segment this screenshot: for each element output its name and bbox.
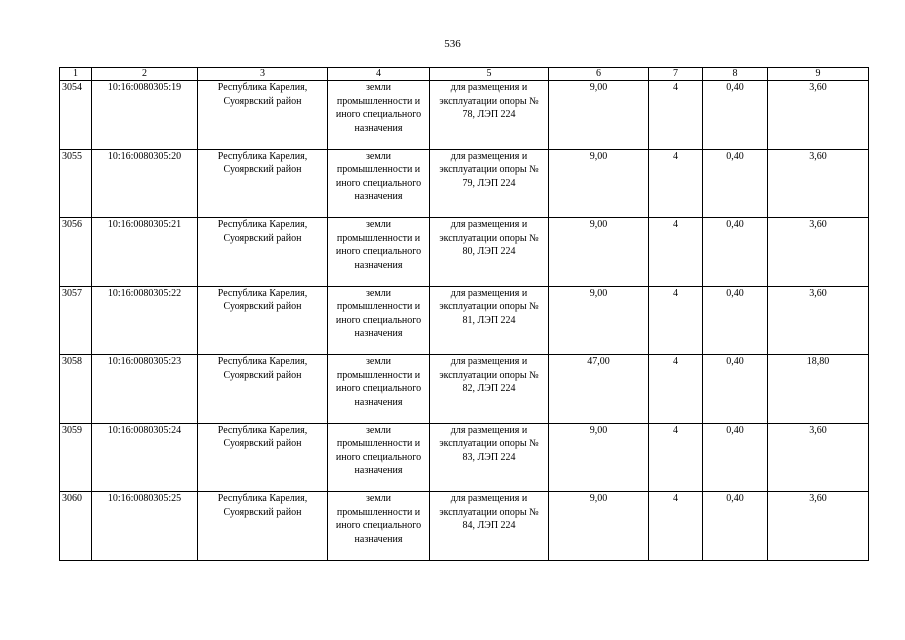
- area-cell: 9,00: [549, 492, 649, 561]
- location-cell: Республика Карелия, Суоярвский район: [198, 355, 328, 424]
- count-cell: 4: [649, 355, 703, 424]
- total-cell: 3,60: [768, 149, 869, 218]
- permitted-use-cell: для размещения и эксплуатации опоры № 83, ЛЭП 224: [430, 423, 549, 492]
- land-category-cell: земли промышленности и иного специального назначения: [328, 492, 430, 561]
- total-cell: 3,60: [768, 286, 869, 355]
- permitted-use-cell: для размещения и эксплуатации опоры № 81, ЛЭП 224: [430, 286, 549, 355]
- permitted-use-cell: для размещения и эксплуатации опоры № 80, ЛЭП 224: [430, 218, 549, 287]
- row-number-cell: 3059: [60, 423, 92, 492]
- table-row: [60, 218, 869, 287]
- row-number-cell: 3056: [60, 218, 92, 287]
- column-header: 9: [768, 68, 869, 81]
- cadastral-number-cell: 10:16:0080305:25: [92, 492, 198, 561]
- count-cell: 4: [649, 149, 703, 218]
- land-category-cell: земли промышленности и иного специального назначения: [328, 286, 430, 355]
- land-category-cell: земли промышленности и иного специального назначения: [328, 81, 430, 150]
- permitted-use-cell: для размещения и эксплуатации опоры № 78, ЛЭП 224: [430, 81, 549, 150]
- location-cell: Республика Карелия, Суоярвский район: [198, 286, 328, 355]
- permitted-use-cell: для размещения и эксплуатации опоры № 82, ЛЭП 224: [430, 355, 549, 424]
- row-number-cell: 3060: [60, 492, 92, 561]
- permitted-use-cell: для размещения и эксплуатации опоры № 84, ЛЭП 224: [430, 492, 549, 561]
- permitted-use-cell: для размещения и эксплуатации опоры № 79, ЛЭП 224: [430, 149, 549, 218]
- column-header: 3: [198, 68, 328, 81]
- location-cell: Республика Карелия, Суоярвский район: [198, 81, 328, 150]
- table-row: [60, 286, 869, 355]
- rate-cell: 0,40: [703, 492, 768, 561]
- cadastral-number-cell: 10:16:0080305:23: [92, 355, 198, 424]
- column-header: 8: [703, 68, 768, 81]
- land-category-cell: земли промышленности и иного специального назначения: [328, 149, 430, 218]
- area-cell: 9,00: [549, 81, 649, 150]
- row-number-cell: 3054: [60, 81, 92, 150]
- row-number-cell: 3055: [60, 149, 92, 218]
- area-cell: 47,00: [549, 355, 649, 424]
- count-cell: 4: [649, 286, 703, 355]
- cadastral-number-cell: 10:16:0080305:21: [92, 218, 198, 287]
- column-header: 1: [60, 68, 92, 81]
- count-cell: 4: [649, 81, 703, 150]
- row-number-cell: 3058: [60, 355, 92, 424]
- rate-cell: 0,40: [703, 149, 768, 218]
- area-cell: 9,00: [549, 218, 649, 287]
- cadastral-number-cell: 10:16:0080305:20: [92, 149, 198, 218]
- area-cell: 9,00: [549, 149, 649, 218]
- table-row: [60, 81, 869, 150]
- column-header: 7: [649, 68, 703, 81]
- land-plots-table: [59, 67, 869, 561]
- location-cell: Республика Карелия, Суоярвский район: [198, 149, 328, 218]
- column-header: 5: [430, 68, 549, 81]
- area-cell: 9,00: [549, 286, 649, 355]
- table-row: [60, 149, 869, 218]
- total-cell: 18,80: [768, 355, 869, 424]
- count-cell: 4: [649, 423, 703, 492]
- table-row: [60, 423, 869, 492]
- rate-cell: 0,40: [703, 355, 768, 424]
- table-row: [60, 355, 869, 424]
- location-cell: Республика Карелия, Суоярвский район: [198, 218, 328, 287]
- table-row: [60, 492, 869, 561]
- count-cell: 4: [649, 492, 703, 561]
- table-header-row: [60, 68, 869, 81]
- cadastral-number-cell: 10:16:0080305:19: [92, 81, 198, 150]
- location-cell: Республика Карелия, Суоярвский район: [198, 492, 328, 561]
- table-body: [60, 81, 869, 561]
- column-header: 6: [549, 68, 649, 81]
- row-number-cell: 3057: [60, 286, 92, 355]
- page-number: 536: [444, 38, 461, 50]
- rate-cell: 0,40: [703, 218, 768, 287]
- column-header: 2: [92, 68, 198, 81]
- cadastral-number-cell: 10:16:0080305:24: [92, 423, 198, 492]
- column-header: 4: [328, 68, 430, 81]
- location-cell: Республика Карелия, Суоярвский район: [198, 423, 328, 492]
- rate-cell: 0,40: [703, 81, 768, 150]
- area-cell: 9,00: [549, 423, 649, 492]
- land-category-cell: земли промышленности и иного специального назначения: [328, 423, 430, 492]
- total-cell: 3,60: [768, 423, 869, 492]
- rate-cell: 0,40: [703, 423, 768, 492]
- total-cell: 3,60: [768, 81, 869, 150]
- land-category-cell: земли промышленности и иного специального назначения: [328, 218, 430, 287]
- total-cell: 3,60: [768, 218, 869, 287]
- rate-cell: 0,40: [703, 286, 768, 355]
- land-category-cell: земли промышленности и иного специального назначения: [328, 355, 430, 424]
- cadastral-number-cell: 10:16:0080305:22: [92, 286, 198, 355]
- total-cell: 3,60: [768, 492, 869, 561]
- count-cell: 4: [649, 218, 703, 287]
